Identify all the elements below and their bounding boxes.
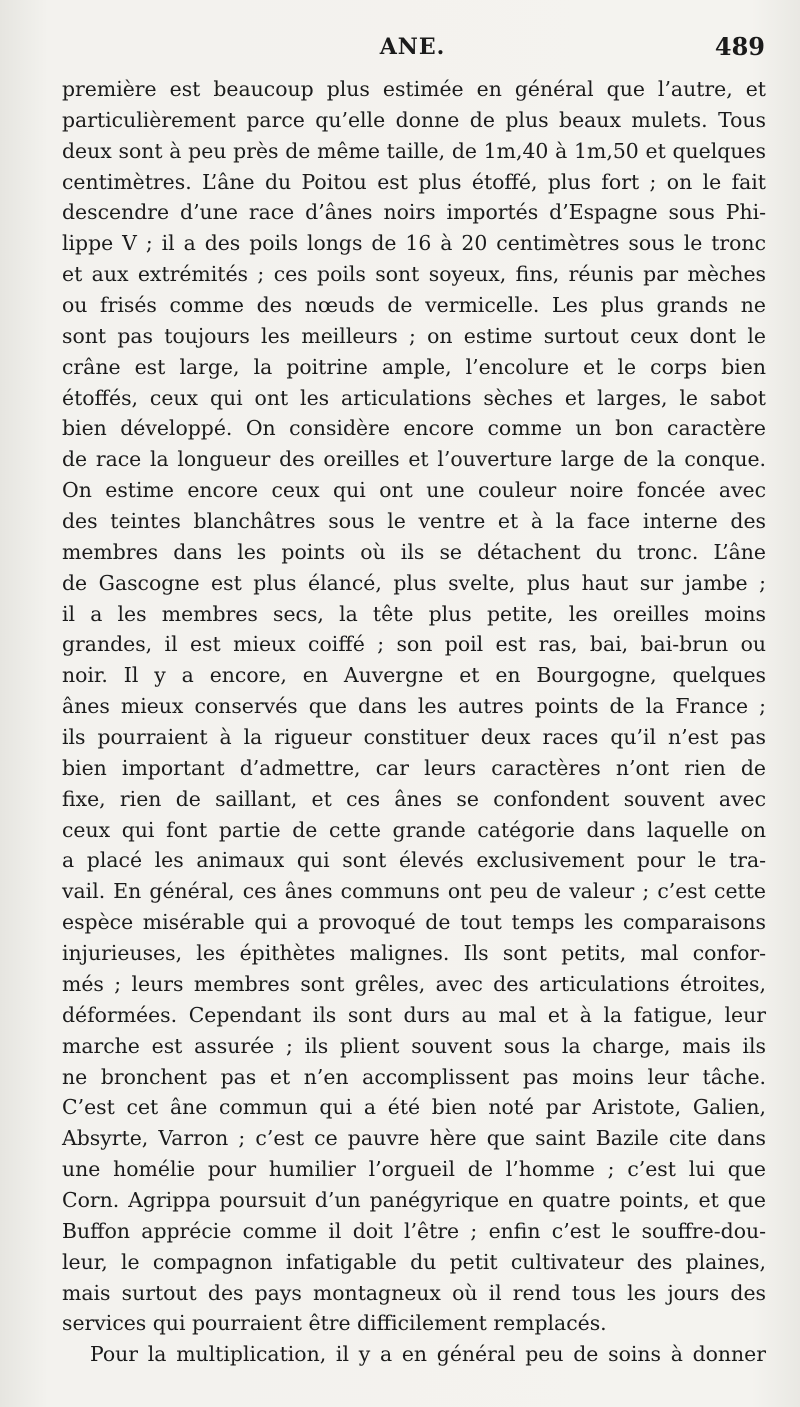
text-line: Buffon apprécie comme il doit l’être ; enfin c’est le souffre-dou- bbox=[62, 1218, 766, 1243]
text-line: de Gascogne est plus élancé, plus svelte, plus haut sur jambe ; bbox=[62, 570, 766, 595]
body-text bbox=[62, 74, 766, 1370]
text-line: vail. En général, ces ânes communs ont peu de valeur ; c’est cette bbox=[62, 879, 766, 904]
text-line: ceux qui font partie de cette grande catégorie dans laquelle on bbox=[62, 817, 766, 842]
text-line: ânes mieux conservés que dans les autres points de la France ; bbox=[62, 694, 766, 719]
text-line: més ; leurs membres sont grêles, avec des articulations étroites, bbox=[62, 971, 766, 996]
running-title: ANE. bbox=[379, 34, 446, 60]
text-line: ou frisés comme des nœuds de vermicelle. Les plus grands ne bbox=[62, 293, 766, 318]
text-line: On estime encore ceux qui ont une couleur noire foncée avec bbox=[62, 478, 766, 503]
text-line: ne bronchent pas et n’en accomplissent pas moins leur tâche. bbox=[62, 1064, 766, 1089]
page-header bbox=[60, 30, 765, 64]
text-line: C’est cet âne commun qui a été bien noté par Aristote, Galien, bbox=[62, 1095, 766, 1120]
text-line: des teintes blanchâtres sous le ventre et à la face interne des bbox=[62, 509, 766, 534]
text-line: centimètres. L’âne du Poitou est plus étoffé, plus fort ; on le fait bbox=[62, 169, 766, 194]
page-number: 489 bbox=[714, 32, 765, 61]
text-line: une homélie pour humilier l’orgueil de l’homme ; c’est lui que bbox=[62, 1157, 766, 1182]
text-line: lippe V ; il a des poils longs de 16 à 20 centimètres sous le tronc bbox=[62, 231, 766, 256]
text-line: leur, le compagnon infatigable du petit cultivateur des plaines, bbox=[62, 1249, 766, 1274]
text-line: sont pas toujours les meilleurs ; on estime surtout ceux dont le bbox=[62, 323, 766, 348]
text-line: particulièrement parce qu’elle donne de plus beaux mulets. Tous bbox=[62, 107, 766, 132]
text-line: bien important d’admettre, car leurs caractères n’ont rien de bbox=[62, 755, 766, 780]
text-line: fixe, rien de saillant, et ces ânes se confondent souvent avec bbox=[62, 786, 766, 811]
text-line: et aux extrémités ; ces poils sont soyeux, fins, réunis par mèches bbox=[62, 262, 766, 287]
text-line: Pour la multiplication, il y a en général peu de soins à donner bbox=[90, 1342, 766, 1367]
text-line: Corn. Agrippa poursuit d’un panégyrique en quatre points, et que bbox=[62, 1187, 766, 1212]
text-line: étoffés, ceux qui ont les articulations sèches et larges, le sabot bbox=[62, 385, 766, 410]
text-line: descendre d’une race d’ânes noirs importés d’Espagne sous Phi- bbox=[62, 200, 766, 225]
text-line: services qui pourraient être difficilement remplacés. bbox=[62, 1311, 607, 1336]
text-line: il a les membres secs, la tête plus petite, les oreilles moins bbox=[62, 601, 766, 626]
text-line: déformées. Cependant ils sont durs au mal et à la fatigue, leur bbox=[62, 1002, 766, 1027]
text-line: de race la longueur des oreilles et l’ouverture large de la conque. bbox=[62, 447, 766, 472]
text-line: a placé les animaux qui sont élevés exclusivement pour le tra- bbox=[62, 848, 766, 873]
text-line: deux sont à peu près de même taille, de 1m,40 à 1m,50 et quelques bbox=[62, 138, 766, 163]
text-line: Absyrte, Varron ; c’est ce pauvre hère que saint Bazile cite dans bbox=[62, 1126, 766, 1151]
text-line: marche est assurée ; ils plient souvent sous la charge, mais ils bbox=[62, 1033, 766, 1058]
text-line: crâne est large, la poitrine ample, l’encolure et le corps bien bbox=[62, 354, 766, 379]
text-line: première est beaucoup plus estimée en général que l’autre, et bbox=[62, 77, 766, 101]
text-line: bien développé. On considère encore comme un bon caractère bbox=[62, 416, 766, 441]
text-line: membres dans les points où ils se détachent du tronc. L’âne bbox=[62, 539, 766, 564]
text-line: espèce misérable qui a provoqué de tout temps les comparaisons bbox=[62, 910, 766, 935]
text-line: noir. Il y a encore, en Auvergne et en Bourgogne, quelques bbox=[62, 663, 766, 688]
text-line: injurieuses, les épithètes malignes. Ils sont petits, mal confor- bbox=[62, 941, 766, 966]
text-line: ils pourraient à la rigueur constituer deux races qu’il n’est pas bbox=[62, 725, 766, 750]
text-line: mais surtout des pays montagneux où il rend tous les jours des bbox=[62, 1280, 766, 1305]
text-line: grandes, il est mieux coiffé ; son poil est ras, bai, bai-brun ou bbox=[62, 632, 766, 657]
